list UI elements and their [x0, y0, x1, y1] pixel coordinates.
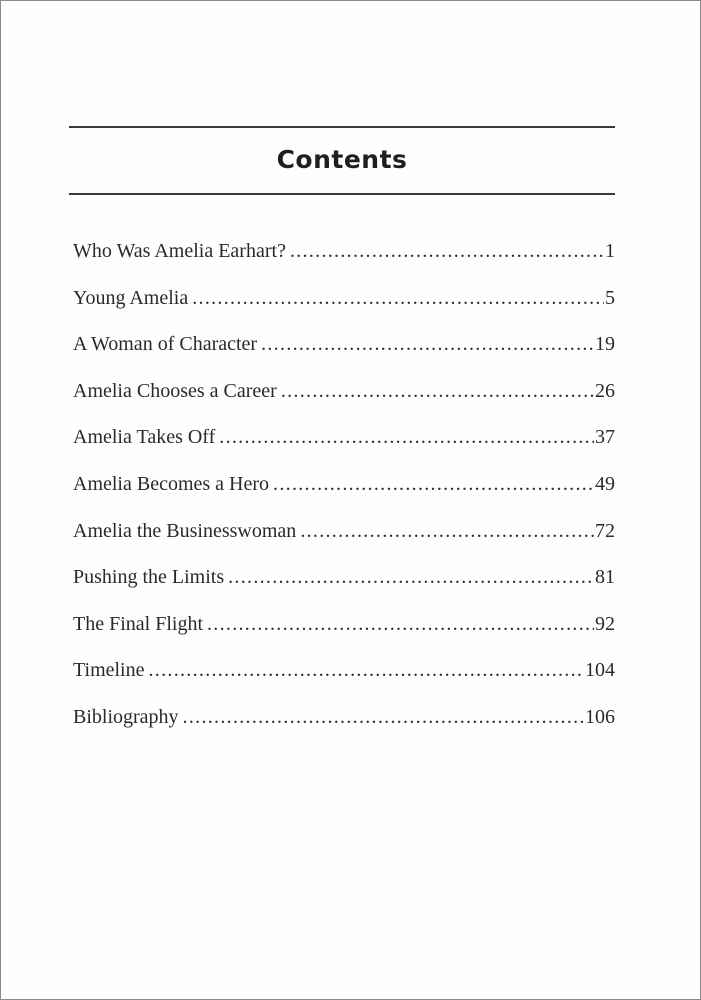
toc-entry[interactable]	[73, 240, 615, 287]
toc-entry-page: 19	[595, 333, 615, 356]
toc-entry-page: 72	[595, 519, 615, 542]
dot-leader	[300, 520, 594, 543]
toc-entry[interactable]	[73, 706, 615, 753]
dot-leader	[192, 287, 604, 310]
toc-entry-page: 92	[595, 612, 615, 635]
dot-leader	[228, 566, 594, 589]
dot-leader	[207, 613, 594, 636]
dot-leader	[273, 473, 594, 496]
toc-entry[interactable]	[73, 613, 615, 660]
toc-entry-title: Who Was Amelia Earhart?	[73, 240, 286, 262]
toc-entry-title: A Woman of Character	[73, 333, 258, 356]
toc-entry-page: 1	[605, 240, 615, 262]
toc-entry[interactable]	[73, 380, 615, 427]
toc-entry-title: Timeline	[73, 659, 145, 682]
toc-entry-page: 5	[605, 286, 615, 309]
toc-entry[interactable]	[73, 426, 615, 473]
bottom-rule	[69, 193, 615, 195]
toc-entry-title: Amelia the Businesswoman	[73, 519, 297, 542]
top-rule	[69, 126, 615, 128]
dot-leader	[281, 380, 594, 403]
toc-entry-title: Bibliography	[73, 705, 179, 728]
toc-entry-title: Amelia Becomes a Hero	[73, 472, 270, 495]
toc-entry[interactable]	[73, 659, 615, 706]
toc-entry-page: 26	[595, 379, 615, 402]
toc-entry-page: 106	[585, 705, 615, 728]
toc-entry[interactable]	[73, 520, 615, 567]
toc-entry[interactable]	[73, 333, 615, 380]
toc-entry-title: The Final Flight	[73, 612, 203, 635]
toc-entry[interactable]	[73, 473, 615, 520]
toc-entry[interactable]	[73, 566, 615, 613]
toc-entry-title: Young Amelia	[73, 286, 189, 309]
dot-leader	[290, 240, 604, 263]
toc-entry-title: Amelia Takes Off	[73, 426, 216, 449]
toc-entry-title: Pushing the Limits	[73, 566, 225, 589]
toc-entry-page: 37	[595, 426, 615, 449]
dot-leader	[219, 426, 594, 449]
toc-entry-page: 104	[585, 659, 615, 682]
dot-leader	[261, 333, 594, 356]
toc-entry-page: 49	[595, 472, 615, 495]
toc-entry-page: 81	[595, 566, 615, 589]
dot-leader	[183, 706, 584, 729]
toc-entry-title: Amelia Chooses a Career	[73, 379, 277, 402]
contents-heading: Contents	[276, 145, 408, 174]
dot-leader	[149, 659, 585, 682]
table-of-contents	[73, 240, 615, 753]
toc-entry[interactable]	[73, 287, 615, 334]
